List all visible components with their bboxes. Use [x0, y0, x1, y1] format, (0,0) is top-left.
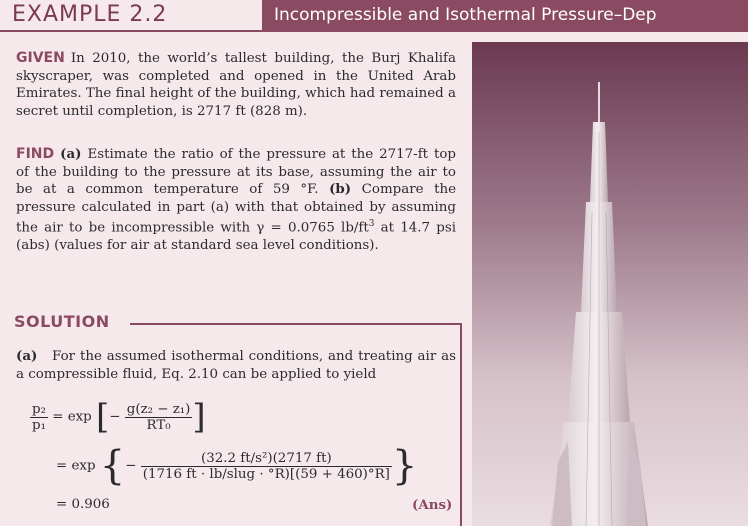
- exp-operator-2: = exp: [56, 458, 96, 474]
- solution-rule: [130, 323, 461, 325]
- answer-tag: (Ans): [412, 497, 453, 513]
- minus-sign-2: −: [125, 458, 137, 474]
- left-brace: {: [99, 443, 126, 489]
- exponent-fraction: [125, 402, 193, 433]
- solution-paragraph: [16, 348, 456, 383]
- numeric-numerator: (32.2 ft/s²)(2717 ft): [141, 451, 392, 467]
- ratio-denominator: p₁: [32, 417, 46, 433]
- equation-line-3: = 0.906: [56, 497, 110, 512]
- skyscraper-illustration: [472, 42, 748, 526]
- solution-text: For the assumed isothermal conditions, and treating air as a compressible fluid, Eq. 2.10 can be applied to yield: [16, 349, 456, 382]
- equation-line-2: [56, 443, 418, 489]
- exponent-denominator: RT₀: [146, 417, 171, 433]
- burj-khalifa-photo: [472, 42, 748, 526]
- solution-label: SOLUTION: [14, 312, 110, 331]
- example-title: Incompressible and Isothermal Pressure–Dep: [262, 0, 748, 30]
- equation-line-1: [30, 397, 206, 437]
- left-bracket: [: [96, 397, 110, 437]
- find-part-a: (a): [60, 146, 82, 162]
- find-part-b: (b): [329, 181, 352, 197]
- exp-operator: = exp: [52, 409, 92, 425]
- solution-part-a: (a): [16, 348, 38, 364]
- header-divider: [0, 30, 748, 32]
- right-brace: }: [391, 443, 418, 489]
- numeric-denominator: (1716 ft · lb/slug · °R)[(59 + 460)°R]: [142, 466, 390, 482]
- example-header: [0, 0, 748, 30]
- find-text-b-1: Compare the pressure calculated in part (a) with that obtained by assuming the air to be incompressible with γ = 0.0765 lb/ft: [16, 182, 457, 236]
- given-paragraph: [16, 50, 456, 120]
- ratio-numerator: p₂: [32, 401, 46, 417]
- find-paragraph: [16, 146, 456, 254]
- find-label: FIND: [16, 146, 55, 162]
- exponent-numerator: g(z₂ − z₁): [126, 401, 191, 417]
- find-text-a: Estimate the ratio of the pressure at the 2717-ft top of the building to the pressure at its base, assuming the air to be at a common temperature of 59 °F.: [16, 147, 457, 197]
- given-text: In 2010, the world’s tallest building, the Burj Khalifa skyscraper, was completed and opened in the United Arab Emirates. The final height of the building, which had remained a secret until completion, is 2717 ft (828 m).: [16, 51, 456, 119]
- example-label: EXAMPLE 2.2: [0, 0, 262, 30]
- given-label: GIVEN: [16, 50, 65, 66]
- pressure-ratio: [30, 402, 48, 433]
- minus-sign: −: [109, 409, 121, 425]
- find-text-b-2: at 14.7 psi (abs) (values for air at standard sea level conditions).: [16, 220, 456, 253]
- numeric-fraction: [141, 451, 392, 482]
- find-text-b-exp: 3: [368, 219, 375, 229]
- solution-side-rule: [460, 323, 462, 526]
- right-bracket: ]: [192, 397, 206, 437]
